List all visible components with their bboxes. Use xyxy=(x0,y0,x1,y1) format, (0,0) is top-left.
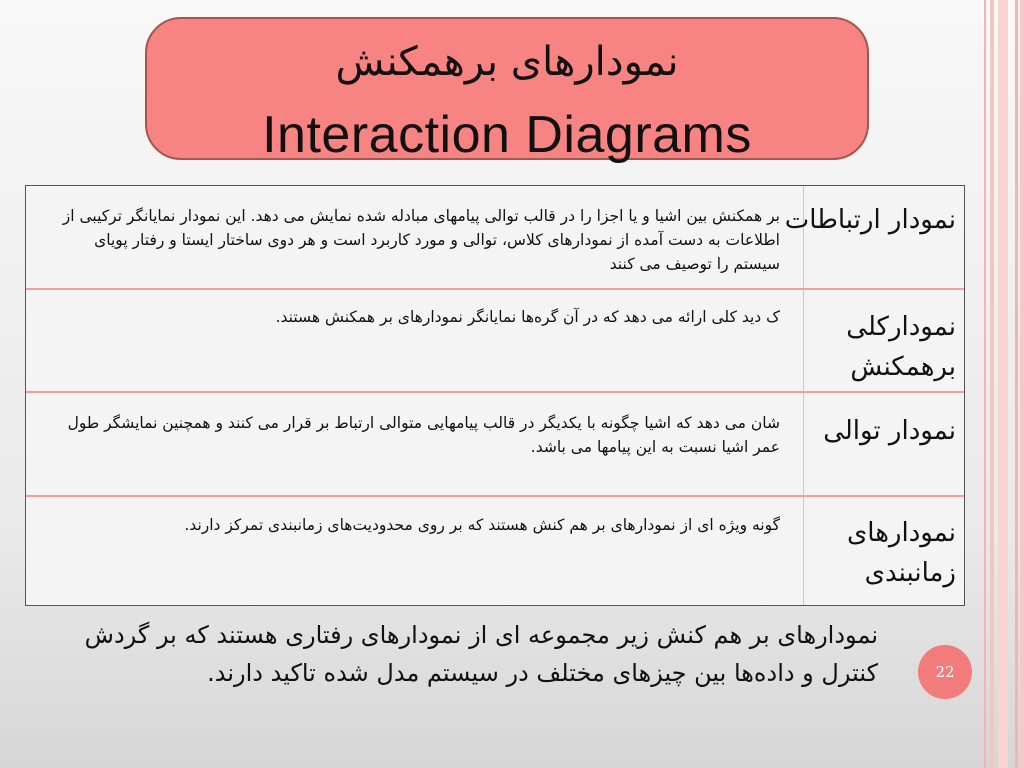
term-cell: نمودار ارتباطات xyxy=(784,205,956,235)
title-english: Interaction Diagrams xyxy=(262,106,752,164)
table-row xyxy=(26,186,964,291)
decorative-stripes xyxy=(976,0,1024,768)
term-cell: نمودارهای زمانبندی xyxy=(846,518,956,588)
title-box xyxy=(145,17,869,164)
description-cell: شان می دهد که اشیا چگونه با یکدیگر در قالب پیامهایی متوالی ارتباط بر قرار می کنند و همچنین نمایشگر طول عمر اشیا نسبت به این پیامها می باشد. xyxy=(67,414,780,456)
description-cell: بر همکنش بین اشیا و یا اجزا را در قالب توالی پیامهای مبادله شده نمایش می دهد. این نمودار نمایانگر ترکیبی از اطلاعات به دست آمده از نمودارهای کلاس، توالی و مورد کاربرد است و هر دوی ساختار ایستا و رفتار پویای سیستم را توصیف می کنند xyxy=(62,207,780,273)
description-cell: ک دید کلی ارائه می دهد که در آن گره‌ها نمایانگر نمودارهای بر همکنش هستند. xyxy=(275,308,780,326)
table-row xyxy=(26,291,964,395)
table-row xyxy=(26,499,964,605)
term-cell: نمودار توالی xyxy=(823,416,956,446)
summary-paragraph: نمودارهای بر هم کنش زیر مجموعه ای از نمودارهای رفتاری هستند که بر گردش کنترل و داده‌ها بین چیزهای مختلف در سیستم مدل شده تاکید دارند. xyxy=(84,621,878,687)
row-separator xyxy=(26,288,964,290)
table-row xyxy=(26,395,964,499)
title-persian: نمودارهای برهمکنش xyxy=(335,39,679,85)
description-cell: گونه ویژه ای از نمودارهای بر هم کنش هستند که بر روی محدودیت‌های زمانبندی تمرکز دارند. xyxy=(184,516,780,534)
row-separator xyxy=(26,495,964,497)
definitions-table xyxy=(25,185,965,606)
row-separator xyxy=(26,391,964,393)
term-cell: نمودارکلی برهمکنش xyxy=(846,312,956,382)
page-number: 22 xyxy=(918,645,972,699)
